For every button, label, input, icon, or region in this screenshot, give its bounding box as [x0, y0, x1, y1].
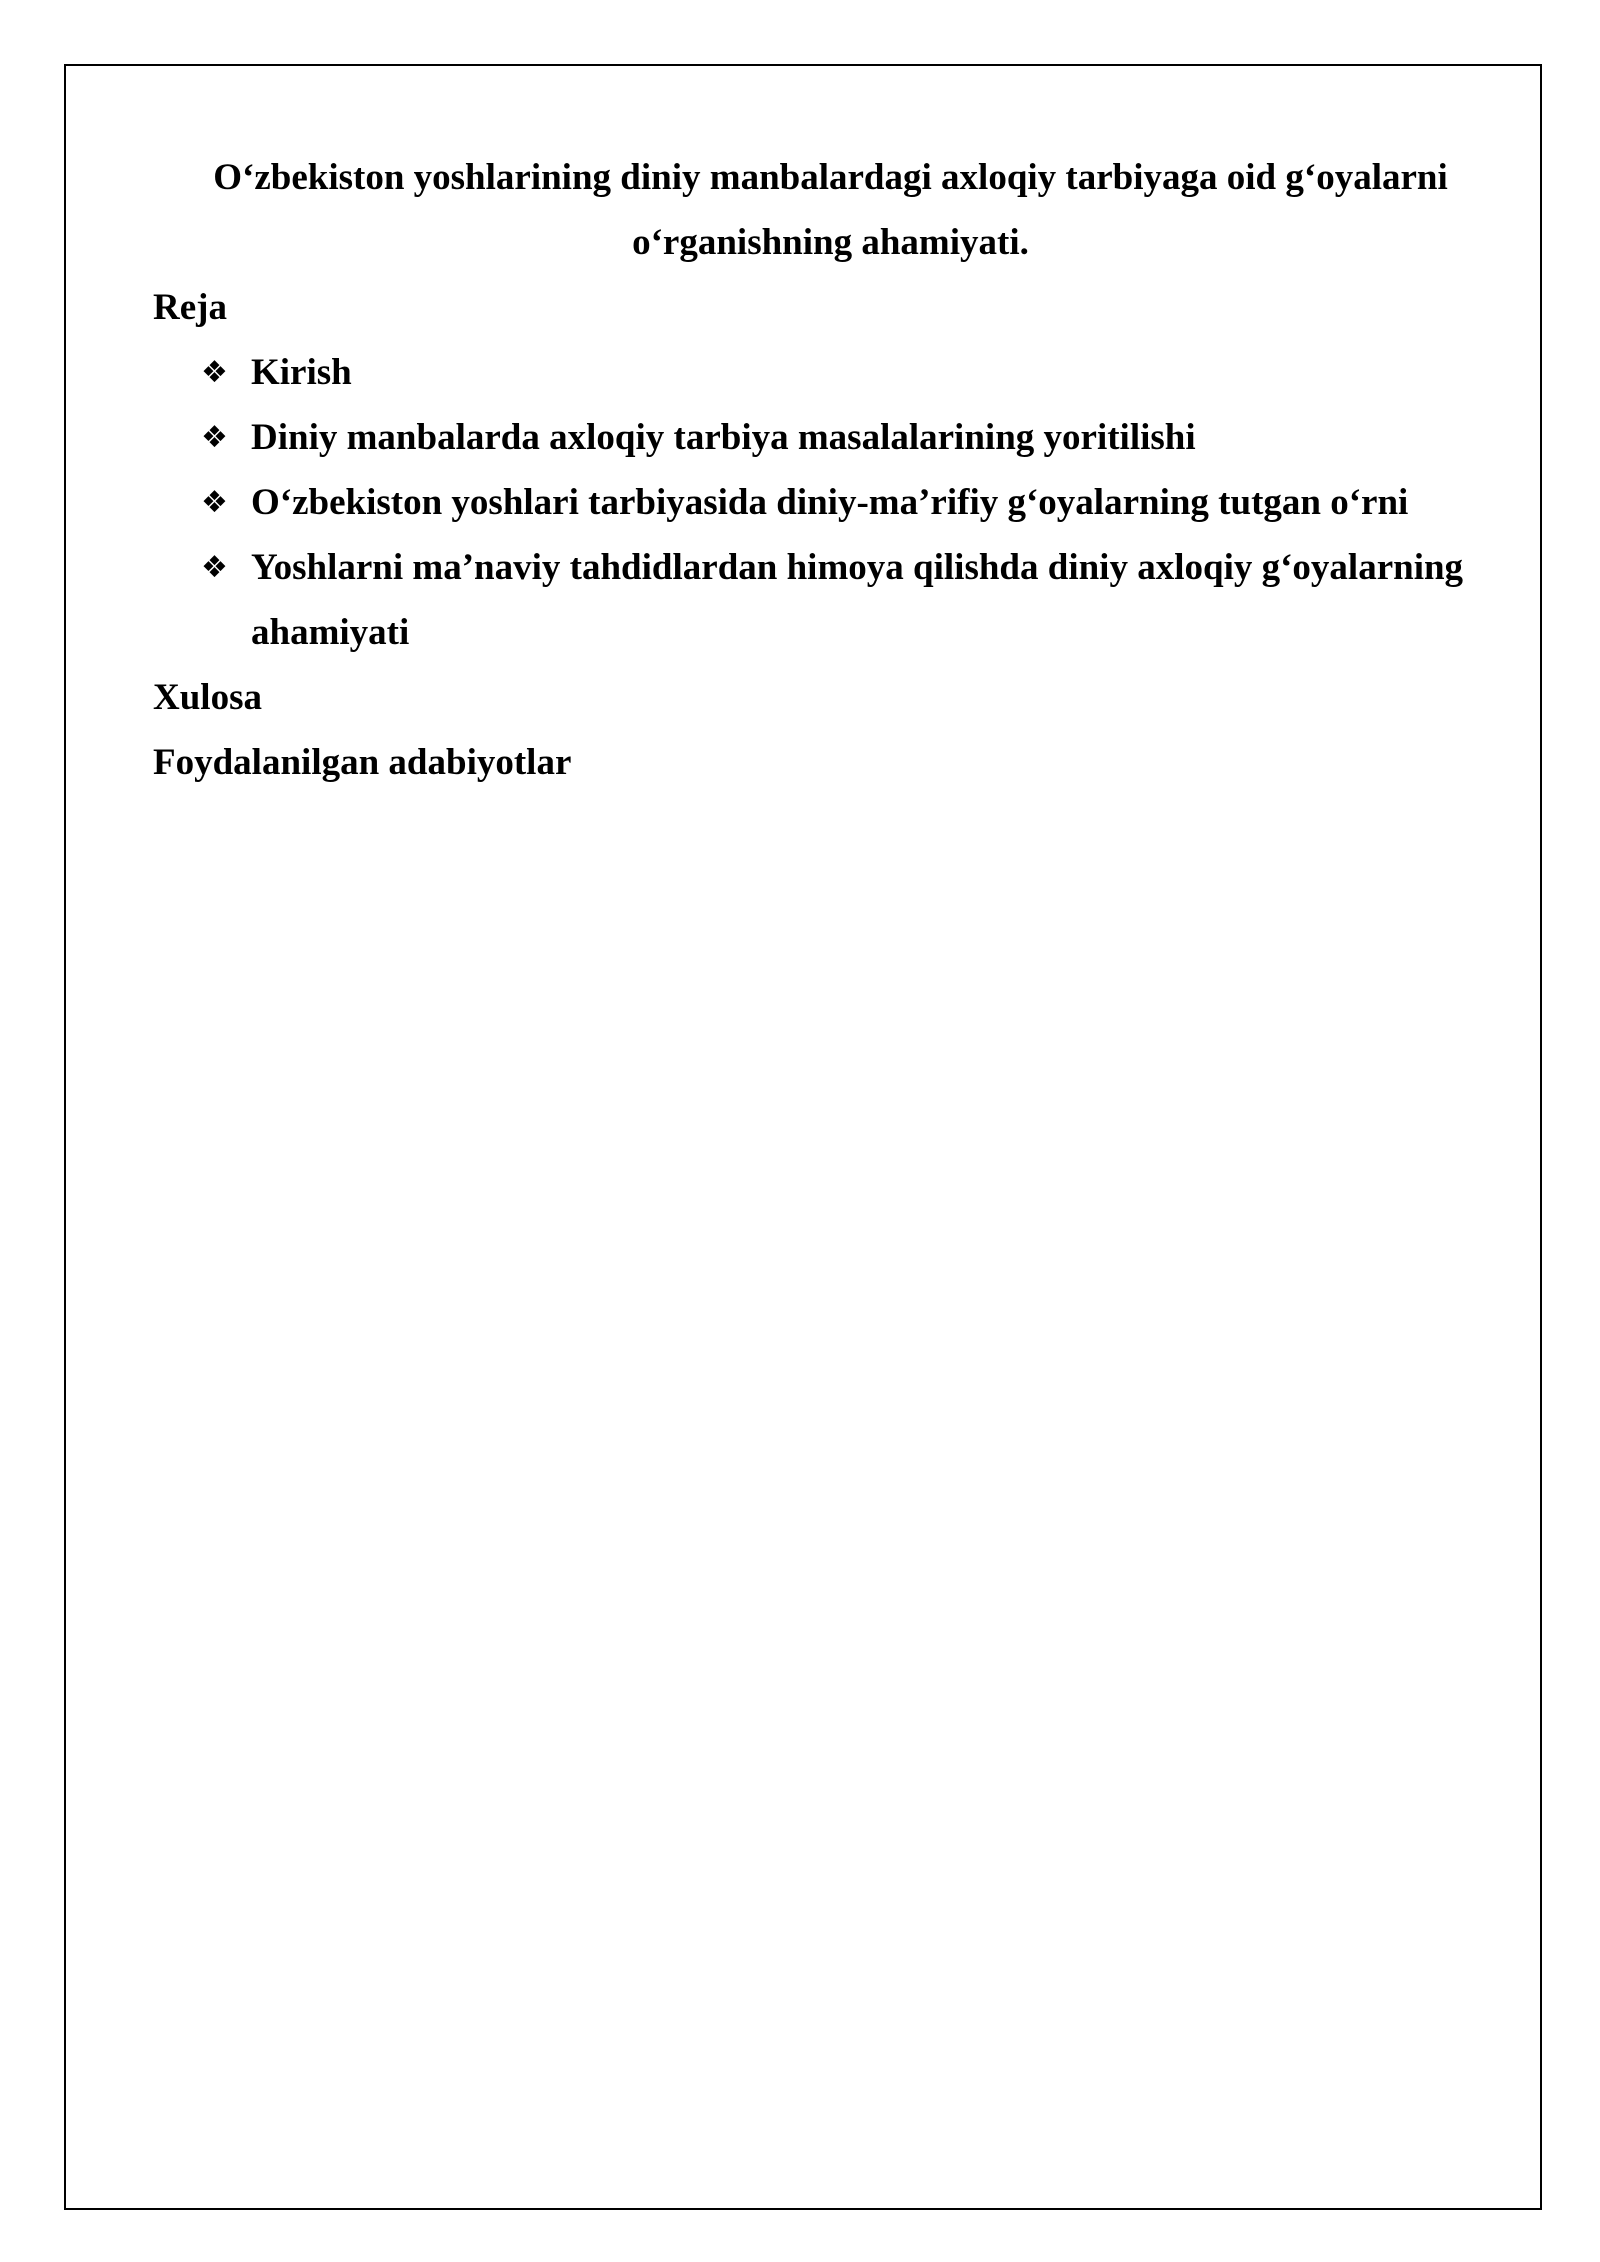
four-diamond-bullet-icon: ❖ [201, 485, 228, 520]
plan-item-himoya [153, 535, 1508, 665]
plan-item-label: Diniy manbalarda axloqiy tarbiya masalalarining yoritilishi [251, 417, 1196, 458]
four-diamond-bullet-icon: ❖ [201, 550, 228, 585]
document-body [153, 145, 1508, 795]
plan-list [153, 340, 1508, 665]
plan-heading: Reja [153, 287, 227, 328]
plan-item-diniy-manbalar [153, 405, 1508, 470]
plan-item-yoshlar-tarbiyasi [153, 470, 1508, 535]
four-diamond-bullet-icon: ❖ [201, 355, 228, 390]
plan-item-label: Kirish [251, 352, 352, 393]
title-line-1: O‘zbekiston yoshlarining diniy manbalardagi axloqiy tarbiyaga oid g‘oyalarni [213, 157, 1448, 198]
plan-item-label: Yoshlarni ma’naviy tahdidlardan himoya qilishda diniy axloqiy g‘oyalarning ahamiyati [251, 547, 1464, 653]
plan-item-kirish [153, 340, 1508, 405]
document-title [153, 145, 1508, 275]
title-line-2: o‘rganishning ahamiyati. [632, 222, 1029, 263]
plan-item-label: O‘zbekiston yoshlari tarbiyasida diniy-ma’rifiy g‘oyalarning tutgan o‘rni [251, 482, 1409, 523]
references-heading: Foydalanilgan adabiyotlar [153, 742, 572, 783]
four-diamond-bullet-icon: ❖ [201, 420, 228, 455]
conclusion-heading: Xulosa [153, 677, 262, 718]
